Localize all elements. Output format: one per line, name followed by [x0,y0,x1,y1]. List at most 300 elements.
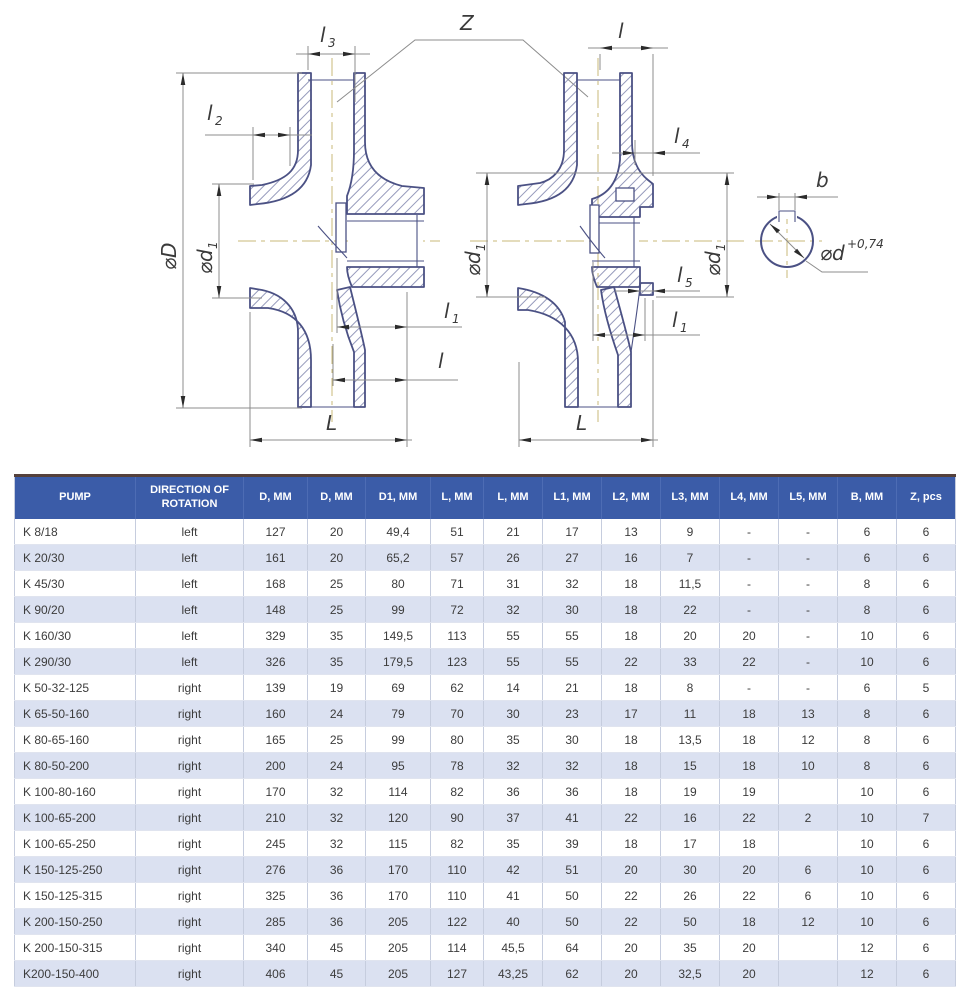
value-cell: 80 [431,727,484,753]
pump-name-cell: K 160/30 [15,623,136,649]
dim-label-l1: l [444,299,450,323]
rotation-cell: left [136,519,244,545]
value-cell: 25 [308,571,366,597]
table-row [15,779,956,805]
dim-L [519,300,658,447]
value-cell: 18 [602,597,661,623]
hub-bore [348,216,423,266]
value-cell: 10 [838,649,897,675]
pump-name-cell: K 20/30 [15,545,136,571]
rotation-cell: right [136,779,244,805]
pump-name-cell: K 200-150-250 [15,909,136,935]
dim-label-phid1: ⌀d [461,251,485,276]
hub-bore [599,218,639,266]
value-cell: 5 [897,675,956,701]
value-cell: 99 [366,597,431,623]
value-cell: 36 [484,779,543,805]
value-cell: 22 [602,649,661,675]
dim-label-l1-sub: 1 [680,321,688,335]
dim-b [757,168,838,210]
value-cell: 12 [779,727,838,753]
value-cell: 19 [661,779,720,805]
value-cell: 18 [602,831,661,857]
value-cell: 32 [308,779,366,805]
value-cell: 82 [431,831,484,857]
value-cell: 18 [602,727,661,753]
dim-label-phid1-sub: 1 [714,243,728,251]
value-cell: 19 [308,675,366,701]
table-header-row [15,476,956,520]
value-cell: 6 [897,597,956,623]
value-cell: 32 [484,597,543,623]
value-cell: 114 [431,935,484,961]
value-cell: 20 [720,623,779,649]
value-cell: 6 [897,649,956,675]
value-cell: 21 [543,675,602,701]
value-cell: 8 [838,571,897,597]
rotation-cell: right [136,727,244,753]
pump-name-cell: K 290/30 [15,649,136,675]
value-cell: 20 [720,961,779,987]
table-row [15,961,956,987]
value-cell: 6 [779,883,838,909]
value-cell: 205 [366,935,431,961]
column-header: D1, MM [366,476,431,520]
value-cell: 16 [661,805,720,831]
dim-phid [806,237,884,272]
column-header: L5, MM [779,476,838,520]
pump-name-cell: K 200-150-315 [15,935,136,961]
value-cell: 161 [244,545,308,571]
value-cell: 65,2 [366,545,431,571]
dim-label-b: b [816,168,829,192]
dim-label-l: l [618,19,624,43]
value-cell: 17 [661,831,720,857]
value-cell: 6 [838,545,897,571]
value-cell: 17 [543,519,602,545]
value-cell: 18 [720,909,779,935]
value-cell: 127 [244,519,308,545]
value-cell: 11,5 [661,571,720,597]
value-cell: 24 [308,701,366,727]
value-cell: 149,5 [366,623,431,649]
value-cell: 79 [366,701,431,727]
value-cell [779,935,838,961]
value-cell: 22 [661,597,720,623]
value-cell: 22 [602,883,661,909]
dim-label-phid1-sub: 1 [206,241,220,249]
value-cell: 10 [838,805,897,831]
value-cell: 30 [543,597,602,623]
value-cell: 32 [308,805,366,831]
value-cell: 20 [720,857,779,883]
rotation-cell: left [136,597,244,623]
table-row [15,727,956,753]
value-cell: 6 [897,961,956,987]
pump-name-cell: K 45/30 [15,571,136,597]
table-row [15,519,956,545]
value-cell: 49,4 [366,519,431,545]
value-cell: 25 [308,727,366,753]
value-cell: 57 [431,545,484,571]
value-cell: 42 [484,857,543,883]
pump-name-cell: K 8/18 [15,519,136,545]
value-cell: 6 [897,753,956,779]
value-cell: - [720,597,779,623]
value-cell: 20 [602,935,661,961]
value-cell: 36 [308,909,366,935]
value-cell: 10 [838,909,897,935]
value-cell: 8 [838,597,897,623]
value-cell: 127 [431,961,484,987]
value-cell: - [779,597,838,623]
column-header: L4, MM [720,476,779,520]
value-cell: 12 [779,909,838,935]
value-cell: 35 [484,727,543,753]
value-cell: 123 [431,649,484,675]
impeller-drawing [0,0,969,465]
value-cell: 32 [308,831,366,857]
value-cell: 6 [779,857,838,883]
pump-name-cell: K 80-50-200 [15,753,136,779]
pump-name-cell: K 65-50-160 [15,701,136,727]
value-cell: 10 [838,623,897,649]
value-cell: 205 [366,961,431,987]
value-cell: 20 [720,935,779,961]
table-row [15,675,956,701]
value-cell: 245 [244,831,308,857]
value-cell: 90 [431,805,484,831]
blade-count-callout [337,11,588,102]
value-cell: 13,5 [661,727,720,753]
value-cell: 6 [897,935,956,961]
value-cell: 35 [661,935,720,961]
value-cell: 32 [484,753,543,779]
value-cell: 18 [602,779,661,805]
value-cell: 35 [308,623,366,649]
value-cell: 51 [543,857,602,883]
rotation-cell: right [136,753,244,779]
pump-name-cell: K 90/20 [15,597,136,623]
value-cell: 21 [484,519,543,545]
dim-label-l1: l [672,308,678,332]
value-cell: 329 [244,623,308,649]
dim-label-L: L [576,411,588,435]
value-cell: 122 [431,909,484,935]
column-header: L, MM [431,476,484,520]
value-cell: 12 [838,961,897,987]
value-cell: 33 [661,649,720,675]
value-cell: 179,5 [366,649,431,675]
value-cell: 18 [720,831,779,857]
value-cell: 14 [484,675,543,701]
column-header: D, MM [308,476,366,520]
value-cell: 50 [543,883,602,909]
shaft-bore-detail [755,168,884,278]
value-cell: 41 [484,883,543,909]
rotation-cell: left [136,545,244,571]
value-cell: 148 [244,597,308,623]
value-cell: 170 [244,779,308,805]
value-cell [779,779,838,805]
value-cell: 99 [366,727,431,753]
dim-label-L: L [326,411,338,435]
rotation-cell: right [136,701,244,727]
dim-l [333,344,458,386]
column-header: B, MM [838,476,897,520]
value-cell: 165 [244,727,308,753]
value-cell: 27 [543,545,602,571]
column-header: DIRECTION OF ROTATION [136,476,244,520]
column-header: L3, MM [661,476,720,520]
value-cell: - [779,623,838,649]
value-cell: 200 [244,753,308,779]
value-cell: 8 [838,727,897,753]
value-cell: 55 [484,623,543,649]
value-cell: 22 [720,883,779,909]
value-cell: 20 [602,961,661,987]
table-row [15,831,956,857]
value-cell: 32,5 [661,961,720,987]
rotation-cell: right [136,857,244,883]
value-cell: 6 [838,519,897,545]
value-cell: 69 [366,675,431,701]
value-cell: 20 [308,519,366,545]
value-cell: 406 [244,961,308,987]
dim-label-phid1-sub: 1 [474,243,488,251]
value-cell: 71 [431,571,484,597]
rotation-cell: left [136,649,244,675]
value-cell: 23 [543,701,602,727]
table-row [15,805,956,831]
table-row [15,753,956,779]
pump-name-cell: K 80-65-160 [15,727,136,753]
value-cell: 24 [308,753,366,779]
lower-right-wall-section [601,287,631,407]
pump-name-cell: K 150-125-250 [15,857,136,883]
value-cell: 22 [602,909,661,935]
value-cell: 16 [602,545,661,571]
value-cell: 18 [720,753,779,779]
value-cell: 36 [543,779,602,805]
dim-label-l2-sub: 2 [215,114,223,128]
value-cell: 26 [661,883,720,909]
value-cell: 7 [661,545,720,571]
column-header: D, MM [244,476,308,520]
rotation-cell: right [136,675,244,701]
value-cell: 340 [244,935,308,961]
value-cell: 43,25 [484,961,543,987]
value-cell: 36 [308,883,366,909]
dim-label-l2: l [207,101,213,125]
table-body [15,519,956,987]
upper-left-wall-section [518,73,577,205]
value-cell: 51 [431,519,484,545]
value-cell: 110 [431,883,484,909]
upper-right-wall-section [347,73,424,214]
value-cell: 36 [308,857,366,883]
table-row [15,571,956,597]
value-cell: 80 [366,571,431,597]
value-cell: 6 [897,779,956,805]
value-cell: 37 [484,805,543,831]
value-cell: 20 [661,623,720,649]
back-shroud-step-notch [616,188,634,201]
value-cell: - [720,519,779,545]
table-row [15,597,956,623]
pump-name-cell: K 100-65-250 [15,831,136,857]
value-cell: 6 [897,727,956,753]
value-cell: 30 [661,857,720,883]
column-header: L2, MM [602,476,661,520]
lower-left-wall-section [250,288,311,407]
upper-left-wall-section [250,73,311,205]
table-row [15,857,956,883]
blade-count-label: Z [460,11,474,35]
value-cell: - [720,675,779,701]
value-cell: 45 [308,935,366,961]
value-cell: 326 [244,649,308,675]
right-impeller-view [461,19,748,447]
value-cell: 32 [543,571,602,597]
value-cell: 18 [720,727,779,753]
value-cell: 6 [897,883,956,909]
column-header: Z, pcs [897,476,956,520]
value-cell: - [779,649,838,675]
value-cell: - [720,571,779,597]
value-cell [779,831,838,857]
value-cell: 9 [661,519,720,545]
pump-name-cell: K200-150-400 [15,961,136,987]
rotation-cell: right [136,961,244,987]
value-cell: 50 [661,909,720,935]
value-cell: 285 [244,909,308,935]
value-cell: 276 [244,857,308,883]
value-cell: 18 [602,753,661,779]
value-cell: 18 [602,571,661,597]
dim-label-phiD: ⌀D [157,242,181,270]
value-cell: 25 [308,597,366,623]
value-cell: 6 [897,857,956,883]
value-cell: 17 [602,701,661,727]
dim-label-l3-sub: 3 [328,36,336,50]
value-cell: 170 [366,883,431,909]
value-cell: 45,5 [484,935,543,961]
value-cell: 6 [897,831,956,857]
value-cell: 12 [838,935,897,961]
value-cell: - [779,519,838,545]
dim-label-phid-tolerance: +0,74 [847,237,884,251]
value-cell: 40 [484,909,543,935]
dim-label-l5-sub: 5 [685,276,693,290]
dim-label-l4-sub: 4 [682,137,690,151]
value-cell: 30 [543,727,602,753]
value-cell: 10 [838,857,897,883]
table-row [15,623,956,649]
value-cell: 95 [366,753,431,779]
value-cell: 10 [779,753,838,779]
value-cell: 8 [838,701,897,727]
rotation-cell: left [136,623,244,649]
value-cell: 64 [543,935,602,961]
table-row [15,909,956,935]
dim-label-phid: ⌀d [820,241,845,265]
value-cell: 22 [720,649,779,675]
value-cell: 139 [244,675,308,701]
value-cell: 210 [244,805,308,831]
rotation-cell: left [136,571,244,597]
value-cell: 35 [308,649,366,675]
value-cell: - [720,545,779,571]
value-cell: 6 [897,623,956,649]
table-row [15,701,956,727]
value-cell: 6 [897,519,956,545]
keyway-mask [777,206,797,219]
value-cell: 72 [431,597,484,623]
value-cell: 26 [484,545,543,571]
column-header: PUMP [15,476,136,520]
dim-label-l4: l [674,124,680,148]
value-cell: - [779,571,838,597]
value-cell: 6 [897,701,956,727]
value-cell: 114 [366,779,431,805]
value-cell: 10 [838,831,897,857]
value-cell: 45 [308,961,366,987]
value-cell: 39 [543,831,602,857]
value-cell: 160 [244,701,308,727]
back-ring-tab [640,283,653,295]
rotation-cell: right [136,805,244,831]
table-header [15,476,956,520]
value-cell: 20 [602,857,661,883]
left-impeller-view [157,23,462,447]
value-cell: 55 [543,623,602,649]
dim-label-l1-sub: 1 [452,312,460,326]
dim-label-l3: l [320,23,326,47]
dim-phid1-right [656,173,734,297]
value-cell: 35 [484,831,543,857]
hub-lower-flange-section [592,267,640,287]
value-cell: 41 [543,805,602,831]
dim-label-phid1: ⌀d [193,249,217,274]
hub-back-curve [631,287,640,352]
value-cell: 62 [543,961,602,987]
value-cell: 13 [602,519,661,545]
value-cell: 50 [543,909,602,935]
pump-name-cell: K 50-32-125 [15,675,136,701]
value-cell: 168 [244,571,308,597]
value-cell: 30 [484,701,543,727]
value-cell: 11 [661,701,720,727]
value-cell: 10 [838,779,897,805]
value-cell: 6 [897,909,956,935]
value-cell: 20 [308,545,366,571]
value-cell: 15 [661,753,720,779]
rotation-cell: right [136,831,244,857]
value-cell: 170 [366,857,431,883]
value-cell: 6 [838,675,897,701]
value-cell: 7 [897,805,956,831]
rotation-cell: right [136,935,244,961]
value-cell: - [779,675,838,701]
pump-name-cell: K 150-125-315 [15,883,136,909]
value-cell: 82 [431,779,484,805]
dim-label-l5: l [677,263,683,287]
value-cell: 18 [602,675,661,701]
value-cell: 31 [484,571,543,597]
value-cell: 18 [602,623,661,649]
column-header: L, MM [484,476,543,520]
